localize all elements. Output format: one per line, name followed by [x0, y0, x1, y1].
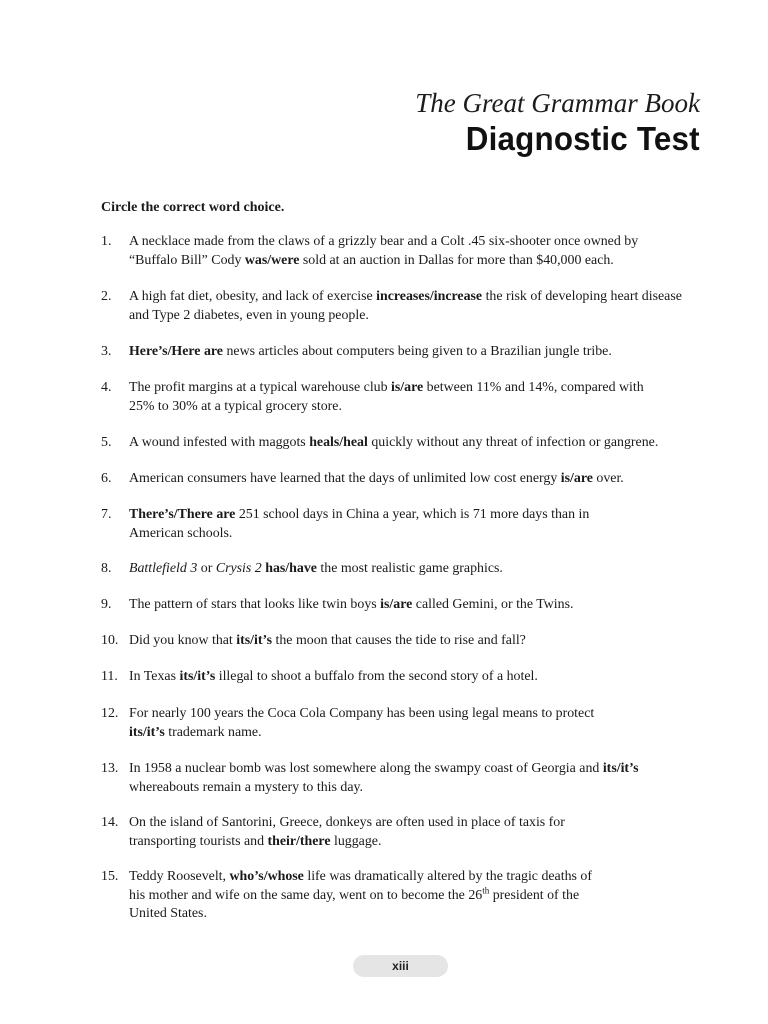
question-text-fragment: A necklace made from the claws of a grizzly bear and a Colt .45 six-shooter once owned by [129, 234, 639, 249]
question-item [101, 343, 721, 362]
question-item [101, 434, 721, 453]
italic-title: Crysis 2 [215, 561, 262, 576]
word-choice[interactable]: is/are [560, 471, 593, 486]
question-number: 9. [101, 597, 112, 612]
question-number: 6. [101, 471, 112, 486]
question-number: 4. [101, 380, 112, 395]
question-text-fragment: American consumers have learned that the days of unlimited low cost energy [129, 471, 561, 486]
word-choice[interactable]: increases/increase [376, 289, 483, 304]
word-choice[interactable]: is/are [391, 380, 424, 395]
question-text-fragment: United States. [129, 906, 207, 922]
question-text-fragment: transporting tourists and [129, 833, 268, 849]
question-text-fragment: called Gemini, or the Twins. [412, 597, 574, 612]
question-item [101, 233, 721, 270]
word-choice[interactable]: who’s/whose [229, 869, 304, 884]
question-text [129, 668, 721, 687]
question-number: 14. [101, 815, 119, 830]
question-text-fragment: the risk of developing heart disease [482, 289, 682, 304]
question-item [101, 506, 721, 543]
word-choice[interactable]: There’s/There are [129, 507, 236, 522]
page-number-badge [353, 955, 448, 977]
question-item [101, 668, 721, 687]
question-item [101, 288, 721, 325]
question-number: 3. [101, 344, 112, 359]
word-choice[interactable]: has/have [265, 561, 317, 576]
question-text-fragment: news articles about computers being given to a Brazilian jungle tribe. [222, 344, 612, 359]
question-text [129, 506, 721, 543]
question-text-fragment: The profit margins at a typical warehouse club [129, 380, 392, 395]
question-text [129, 596, 721, 615]
italic-title: Battlefield 3 [129, 561, 198, 576]
question-number: 8. [101, 561, 112, 576]
question-text-fragment: his mother and wife on the same day, went on to become the 26 [129, 887, 483, 903]
ordinal-suffix: th [482, 884, 490, 895]
question-number: 10. [101, 633, 119, 648]
question-text [129, 470, 721, 489]
question-text-fragment: The pattern of stars that looks like twin boys [129, 597, 381, 612]
question-text [129, 343, 721, 362]
question-item [101, 868, 721, 924]
question-number: 2. [101, 289, 112, 304]
question-text-fragment: illegal to shoot a buffalo from the second story of a hotel. [215, 669, 538, 684]
instructions: Circle the correct word choice. [101, 200, 285, 215]
question-text-fragment: 251 school days in China a year, which is 71 more days than in [235, 507, 590, 522]
question-text-fragment: life was dramatically altered by the tragic deaths of [303, 869, 592, 884]
question-text-fragment: A wound infested with maggots [129, 435, 310, 450]
question-number: 7. [101, 507, 112, 522]
question-text-fragment: the most realistic game graphics. [316, 561, 503, 576]
question-text-fragment: Teddy Roosevelt, [129, 869, 230, 884]
question-item [101, 379, 721, 416]
question-text-fragment: “Buffalo Bill” Cody [129, 252, 245, 268]
page-header [415, 86, 700, 158]
test-title: Diagnostic Test [466, 120, 700, 157]
word-choice[interactable]: was/were [244, 252, 300, 268]
question-number: 11. [101, 669, 118, 684]
question-text-fragment: American schools. [129, 525, 233, 541]
question-text-fragment: luggage. [330, 833, 382, 849]
question-item [101, 470, 721, 489]
question-text-fragment: 25% to 30% at a typical grocery store. [129, 398, 342, 414]
question-item [101, 632, 721, 651]
question-text [129, 379, 721, 416]
question-text-fragment: Did you know that [129, 633, 237, 648]
question-item [101, 705, 721, 742]
word-choice[interactable]: Here’s/Here are [129, 344, 223, 359]
word-choice[interactable]: its/it’s [602, 761, 639, 776]
question-text-fragment: On the island of Santorini, Greece, donkeys are often used in place of taxis for [129, 815, 565, 830]
question-item [101, 814, 721, 851]
question-text [129, 868, 721, 924]
question-text-fragment: president of the [489, 887, 580, 903]
question-text-fragment: For nearly 100 years the Coca Cola Company has been using legal means to protect [129, 706, 595, 721]
word-choice[interactable]: their/there [267, 833, 331, 849]
question-text [129, 233, 721, 270]
question-number: 5. [101, 435, 112, 450]
book-title: The Great Grammar Book [415, 88, 700, 118]
question-number: 13. [101, 761, 119, 776]
question-number: 15. [101, 869, 119, 884]
word-choice[interactable]: its/it’s [236, 633, 273, 648]
question-item [101, 596, 721, 615]
question-text-fragment: quickly without any threat of infection or gangrene. [367, 435, 659, 450]
question-text-fragment: or [197, 561, 216, 576]
question-number: 1. [101, 234, 112, 249]
word-choice[interactable]: is/are [380, 597, 413, 612]
question-text-fragment: In Texas [129, 669, 180, 684]
question-text [129, 760, 721, 797]
page-number: xiii [392, 959, 409, 973]
word-choice[interactable]: its/it’s [129, 724, 165, 740]
question-number: 12. [101, 706, 119, 721]
question-text [129, 288, 721, 325]
question-text [129, 632, 721, 651]
question-text-fragment: between 11% and 14%, compared with [423, 380, 644, 395]
question-item [101, 560, 721, 579]
question-text-fragment: and Type 2 diabetes, even in young people. [129, 307, 369, 323]
question-text-fragment: A high fat diet, obesity, and lack of exercise [129, 289, 377, 304]
question-text-fragment: trademark name. [164, 724, 262, 740]
question-text [129, 705, 721, 742]
word-choice[interactable]: heals/heal [309, 435, 368, 450]
question-text [129, 814, 721, 851]
word-choice[interactable]: its/it’s [179, 669, 216, 684]
question-text [129, 434, 721, 453]
question-text-fragment: over. [592, 471, 624, 486]
question-text-fragment: the moon that causes the tide to rise and fall? [272, 633, 526, 648]
question-text-fragment: In 1958 a nuclear bomb was lost somewhere along the swampy coast of Georgia and [129, 761, 603, 776]
question-item [101, 760, 721, 797]
question-text [129, 560, 721, 579]
question-text-fragment: whereabouts remain a mystery to this day. [129, 779, 364, 795]
question-text-fragment: sold at an auction in Dallas for more than $40,000 each. [299, 252, 614, 268]
